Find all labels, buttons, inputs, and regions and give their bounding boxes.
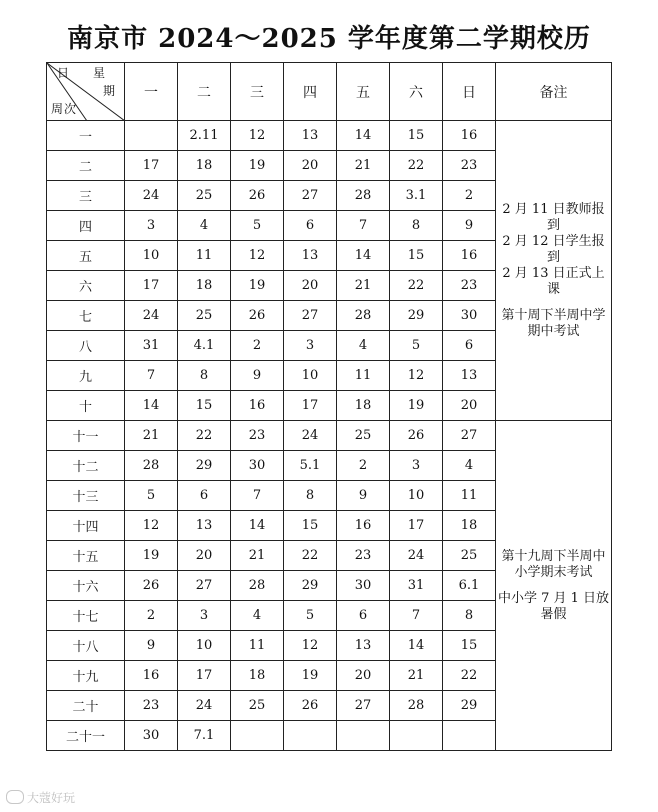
- remark-line: 期中考试: [527, 323, 580, 339]
- day-cell: 17: [284, 391, 337, 421]
- school-calendar-table: [46, 62, 612, 751]
- day-cell: 28: [125, 451, 178, 481]
- day-cell: 22: [390, 271, 443, 301]
- remark-spacer: [496, 298, 611, 308]
- day-cell: 7: [337, 211, 390, 241]
- day-cell: 24: [284, 421, 337, 451]
- corner-label-qi: 期: [103, 84, 116, 98]
- week-number-cell: 十三: [47, 481, 125, 511]
- day-cell: 9: [231, 361, 284, 391]
- day-cell: 14: [231, 511, 284, 541]
- day-cell: 5: [390, 331, 443, 361]
- week-number-cell: 十: [47, 391, 125, 421]
- remark-spacer: [496, 581, 611, 591]
- weekday-header: 五: [337, 63, 390, 121]
- day-cell: 4: [178, 211, 231, 241]
- day-cell: 21: [337, 271, 390, 301]
- day-cell: 10: [178, 631, 231, 661]
- week-number-cell: 四: [47, 211, 125, 241]
- week-number-cell: 一: [47, 121, 125, 151]
- week-number-cell: 十二: [47, 451, 125, 481]
- day-cell: 25: [443, 541, 496, 571]
- day-cell: 12: [125, 511, 178, 541]
- day-cell: 21: [390, 661, 443, 691]
- day-cell: 13: [178, 511, 231, 541]
- day-cell: 16: [125, 661, 178, 691]
- day-cell: 25: [178, 301, 231, 331]
- day-cell: 23: [443, 151, 496, 181]
- day-cell: 14: [125, 391, 178, 421]
- day-cell: 3: [284, 331, 337, 361]
- day-cell: 25: [231, 691, 284, 721]
- day-cell: 20: [284, 271, 337, 301]
- day-cell: 29: [178, 451, 231, 481]
- day-cell: [125, 121, 178, 151]
- day-cell: 11: [178, 241, 231, 271]
- day-cell: 28: [390, 691, 443, 721]
- day-cell: 2.11: [178, 121, 231, 151]
- day-cell: 15: [178, 391, 231, 421]
- week-number-cell: 九: [47, 361, 125, 391]
- day-cell: 27: [337, 691, 390, 721]
- day-cell: 25: [178, 181, 231, 211]
- remark-line: 第十九周下半周中: [501, 548, 606, 564]
- day-cell: 10: [390, 481, 443, 511]
- day-cell: 23: [443, 271, 496, 301]
- day-cell: 14: [337, 241, 390, 271]
- week-number-cell: 十四: [47, 511, 125, 541]
- day-cell: 16: [443, 121, 496, 151]
- day-cell: 24: [125, 181, 178, 211]
- day-cell: 18: [178, 151, 231, 181]
- corner-label-day: 日: [57, 66, 70, 80]
- day-cell: 12: [231, 241, 284, 271]
- day-cell: 24: [178, 691, 231, 721]
- day-cell: 26: [390, 421, 443, 451]
- day-cell: 18: [231, 661, 284, 691]
- week-number-cell: 二: [47, 151, 125, 181]
- remarks-cell: [496, 421, 612, 751]
- corner-label-ci: 次: [64, 102, 77, 116]
- day-cell: 26: [125, 571, 178, 601]
- day-cell: 19: [125, 541, 178, 571]
- day-cell: 12: [284, 631, 337, 661]
- day-cell: 18: [337, 391, 390, 421]
- day-cell: 6: [337, 601, 390, 631]
- day-cell: 8: [178, 361, 231, 391]
- day-cell: [337, 721, 390, 751]
- weekday-header: 二: [178, 63, 231, 121]
- day-cell: 16: [231, 391, 284, 421]
- weekday-header: 日: [443, 63, 496, 121]
- day-cell: 16: [337, 511, 390, 541]
- day-cell: 8: [390, 211, 443, 241]
- week-number-cell: 二十一: [47, 721, 125, 751]
- day-cell: 21: [231, 541, 284, 571]
- remark-line: 第十周下半周中学: [501, 307, 606, 323]
- day-cell: 9: [125, 631, 178, 661]
- day-cell: 2: [443, 181, 496, 211]
- weekday-header: 六: [390, 63, 443, 121]
- remarks-cell: [496, 121, 612, 421]
- day-cell: 5: [125, 481, 178, 511]
- day-cell: 4: [443, 451, 496, 481]
- day-cell: 30: [231, 451, 284, 481]
- corner-header-cell: [47, 63, 125, 121]
- day-cell: 26: [231, 181, 284, 211]
- day-cell: [231, 721, 284, 751]
- day-cell: 3.1: [390, 181, 443, 211]
- day-cell: 13: [284, 241, 337, 271]
- day-cell: 31: [390, 571, 443, 601]
- day-cell: 12: [390, 361, 443, 391]
- day-cell: 18: [178, 271, 231, 301]
- remark-line: 小学期末考试: [514, 564, 593, 580]
- day-cell: 23: [125, 691, 178, 721]
- day-cell: 26: [284, 691, 337, 721]
- day-cell: 8: [284, 481, 337, 511]
- day-cell: 15: [284, 511, 337, 541]
- week-number-cell: 三: [47, 181, 125, 211]
- week-number-cell: 六: [47, 271, 125, 301]
- watermark: [6, 789, 75, 806]
- day-cell: 23: [337, 541, 390, 571]
- week-number-cell: 十九: [47, 661, 125, 691]
- day-cell: 10: [125, 241, 178, 271]
- day-cell: 27: [178, 571, 231, 601]
- day-cell: 20: [284, 151, 337, 181]
- day-cell: 7: [390, 601, 443, 631]
- day-cell: 15: [390, 121, 443, 151]
- day-cell: 15: [443, 631, 496, 661]
- day-cell: 26: [231, 301, 284, 331]
- day-cell: 4.1: [178, 331, 231, 361]
- day-cell: [390, 721, 443, 751]
- day-cell: 27: [443, 421, 496, 451]
- week-number-cell: 二十: [47, 691, 125, 721]
- day-cell: 10: [284, 361, 337, 391]
- day-cell: 28: [231, 571, 284, 601]
- day-cell: 3: [390, 451, 443, 481]
- day-cell: 9: [337, 481, 390, 511]
- day-cell: 8: [443, 601, 496, 631]
- day-cell: 12: [231, 121, 284, 151]
- day-cell: 20: [443, 391, 496, 421]
- day-cell: 30: [443, 301, 496, 331]
- day-cell: 22: [443, 661, 496, 691]
- day-cell: 5: [284, 601, 337, 631]
- weekday-header: 一: [125, 63, 178, 121]
- day-cell: 31: [125, 331, 178, 361]
- day-cell: 21: [125, 421, 178, 451]
- day-cell: [284, 721, 337, 751]
- day-cell: 14: [390, 631, 443, 661]
- day-cell: 19: [390, 391, 443, 421]
- day-cell: 19: [231, 151, 284, 181]
- remark-line: 2 月 11 日教师报到: [502, 201, 605, 233]
- week-number-cell: 七: [47, 301, 125, 331]
- week-row: [47, 121, 612, 151]
- day-cell: 17: [125, 271, 178, 301]
- day-cell: 21: [337, 151, 390, 181]
- week-number-cell: 十五: [47, 541, 125, 571]
- day-cell: 13: [284, 121, 337, 151]
- page-title: 南京市 2024～2025 学年度第二学期校历: [67, 24, 591, 54]
- day-cell: 27: [284, 181, 337, 211]
- day-cell: 22: [178, 421, 231, 451]
- day-cell: 5: [231, 211, 284, 241]
- day-cell: 20: [337, 661, 390, 691]
- week-number-cell: 十六: [47, 571, 125, 601]
- day-cell: 7.1: [178, 721, 231, 751]
- day-cell: 24: [125, 301, 178, 331]
- watermark-logo-icon: [6, 790, 24, 804]
- day-cell: 11: [231, 631, 284, 661]
- day-cell: 9: [443, 211, 496, 241]
- remarks-header: 备注: [496, 63, 612, 121]
- remark-line: 2 月 12 日学生报到: [502, 233, 605, 265]
- day-cell: 28: [337, 301, 390, 331]
- day-cell: 19: [231, 271, 284, 301]
- weekday-header: 三: [231, 63, 284, 121]
- day-cell: 30: [125, 721, 178, 751]
- day-cell: 16: [443, 241, 496, 271]
- day-cell: 6.1: [443, 571, 496, 601]
- day-cell: 11: [443, 481, 496, 511]
- day-cell: 29: [284, 571, 337, 601]
- day-cell: 22: [284, 541, 337, 571]
- day-cell: 18: [443, 511, 496, 541]
- day-cell: 17: [390, 511, 443, 541]
- day-cell: 17: [178, 661, 231, 691]
- corner-label-xing: 星: [93, 66, 106, 80]
- day-cell: [443, 721, 496, 751]
- day-cell: 3: [125, 211, 178, 241]
- day-cell: 11: [337, 361, 390, 391]
- calendar-body: [47, 121, 612, 751]
- remark-line: 暑假: [540, 606, 567, 622]
- day-cell: 7: [231, 481, 284, 511]
- day-cell: 2: [231, 331, 284, 361]
- day-cell: 15: [390, 241, 443, 271]
- day-cell: 4: [231, 601, 284, 631]
- watermark-text: 大蔻好玩: [27, 791, 76, 805]
- week-row: [47, 421, 612, 451]
- day-cell: 13: [443, 361, 496, 391]
- week-number-cell: 十七: [47, 601, 125, 631]
- day-cell: 24: [390, 541, 443, 571]
- day-cell: 19: [284, 661, 337, 691]
- day-cell: 13: [337, 631, 390, 661]
- weekday-header: 四: [284, 63, 337, 121]
- day-cell: 30: [337, 571, 390, 601]
- day-cell: 22: [390, 151, 443, 181]
- day-cell: 6: [443, 331, 496, 361]
- week-number-cell: 八: [47, 331, 125, 361]
- day-cell: 2: [337, 451, 390, 481]
- remark-line: 2 月 13 日正式上课: [502, 265, 605, 297]
- day-cell: 14: [337, 121, 390, 151]
- header-row: [47, 63, 612, 121]
- week-number-cell: 十一: [47, 421, 125, 451]
- day-cell: 6: [178, 481, 231, 511]
- day-cell: 2: [125, 601, 178, 631]
- day-cell: 5.1: [284, 451, 337, 481]
- day-cell: 3: [178, 601, 231, 631]
- day-cell: 17: [125, 151, 178, 181]
- day-cell: 20: [178, 541, 231, 571]
- day-cell: 25: [337, 421, 390, 451]
- corner-label-week: 周: [51, 102, 64, 116]
- remark-line: 中小学 7 月 1 日放: [497, 590, 610, 606]
- day-cell: 29: [443, 691, 496, 721]
- day-cell: 6: [284, 211, 337, 241]
- day-cell: 7: [125, 361, 178, 391]
- day-cell: 23: [231, 421, 284, 451]
- day-cell: 4: [337, 331, 390, 361]
- day-cell: 29: [390, 301, 443, 331]
- week-number-cell: 十八: [47, 631, 125, 661]
- day-cell: 28: [337, 181, 390, 211]
- week-number-cell: 五: [47, 241, 125, 271]
- day-cell: 27: [284, 301, 337, 331]
